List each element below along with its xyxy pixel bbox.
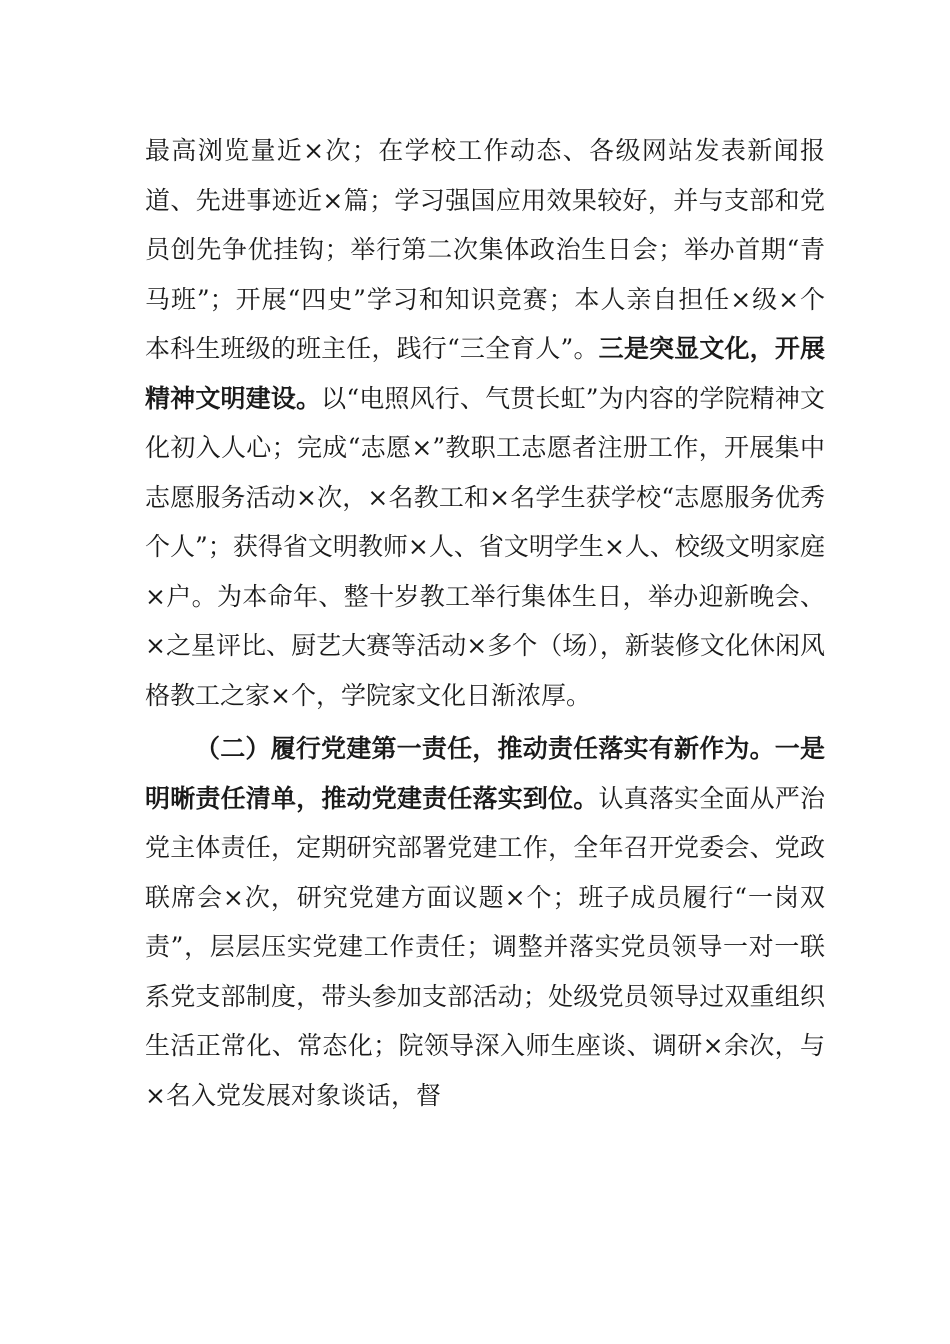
paragraph-1-text-continued: 以“电照风行、气贯长虹”为内容的学院精神文化初入人心；完成“志愿×”教职工志愿者注册工作，开展集中志愿服务活动×次，×名教工和×名学生获学校“志愿服务优秀个人”；获得省文明教师×人、省文明学生×人、校级文明家庭×户。为本命年、整十岁教工举行集体生日，举办迎新晚会、×之星评比、厨艺大赛等活动×多个（场），新装修文化休闲风格教工之家×个，学院家文化日渐浓厚。: [145, 383, 825, 710]
paragraph-1-text: 最高浏览量近×次；在学校工作动态、各级网站发表新闻报道、先进事迹近×篇；学习强国应用效果较好，并与支部和党员创先争优挂钩；举行第二次集体政治生日会；举办首期“青马班”；开展“四史”学习和知识竞赛；本人亲自担任×级×个本科生班级的班主任，践行“三全育人”。: [145, 136, 825, 363]
paragraph-2: [145, 724, 825, 1120]
document-page: [145, 126, 825, 1120]
paragraph-2-text: 认真落实全面从严治党主体责任，定期研究部署党建工作，全年召开党委会、党政联席会×次，研究党建方面议题×个；班子成员履行“一岗双责”，层层压实党建工作责任；调整并落实党员领导一对一联系党支部制度，带头参加支部活动；处级党员领导过双重组织生活正常化、常态化；院领导深入师生座谈、调研×余次，与×名入党发展对象谈话，督: [145, 783, 825, 1110]
paragraph-1-bold-heading: 三是突显文化，开展精神文明建设。: [145, 334, 825, 413]
paragraph-1: [145, 126, 825, 720]
paragraph-2-bold-heading: （二）履行党建第一责任，推动责任落实有新作为。一是明晰责任清单，推动党建责任落实到位。: [145, 734, 825, 813]
